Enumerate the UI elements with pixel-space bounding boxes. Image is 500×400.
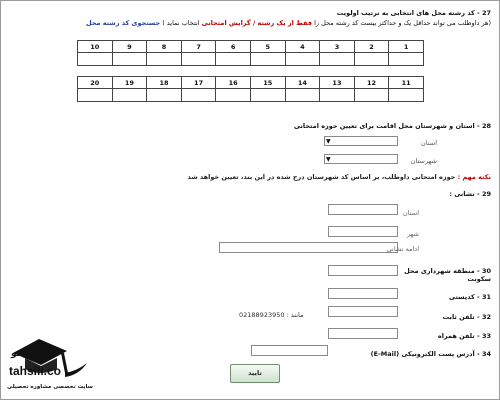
dropdown-arrow-icon: ▼ — [326, 138, 331, 145]
code-input-cell[interactable] — [285, 53, 320, 66]
grid-label: 13 — [320, 77, 355, 89]
code-input-cell[interactable] — [354, 89, 389, 102]
q31-title: 31 - کدپستی — [448, 293, 491, 301]
grid-label: 7 — [181, 41, 216, 53]
grid-label: 4 — [285, 41, 320, 53]
code-grid-row-11-20 — [77, 76, 424, 102]
landline-phone-input[interactable] — [328, 306, 398, 317]
code-input-cell[interactable] — [285, 89, 320, 102]
q28-note-text: حوزه امتحانی داوطلب، بر اساس کد شهرستان درج شده در این بند، تعیین خواهد شد — [187, 173, 458, 181]
grid-label: 14 — [285, 77, 320, 89]
grid-label: 16 — [216, 77, 251, 89]
grid-label: 3 — [320, 41, 355, 53]
code-input-cell[interactable] — [147, 89, 182, 102]
grid-label: 9 — [112, 41, 147, 53]
code-input-cell[interactable] — [78, 89, 113, 102]
grid-label: 2 — [354, 41, 389, 53]
grid-label: 20 — [78, 77, 113, 89]
code-input-cell[interactable] — [216, 53, 251, 66]
q27-note-start: (هر داوطلب می تواند حداقل یک و حداکثر بیست کد رشته محل را — [312, 19, 491, 27]
address-rest-input[interactable] — [219, 242, 398, 253]
address-city-label: شهر — [406, 230, 419, 238]
code-input-cell[interactable] — [181, 53, 216, 66]
municipality-district-input[interactable] — [328, 265, 398, 276]
q33-title: 33 - تلفن همراه — [437, 332, 491, 340]
address-rest-label: ادامه نشانی — [386, 245, 419, 253]
q28-title: 28 - استان و شهرستان محل اقامت برای تعیین حوزه امتحانی — [293, 122, 491, 130]
q32-title: 32 - تلفن ثابت — [442, 313, 491, 321]
dropdown-arrow-icon: ▼ — [326, 156, 331, 163]
grid-label: 12 — [354, 77, 389, 89]
grid-label: 10 — [78, 41, 113, 53]
address-city-input[interactable] — [328, 226, 398, 237]
code-input-cell[interactable] — [354, 53, 389, 66]
code-grid-row-1-10 — [77, 40, 424, 66]
code-input-cell[interactable] — [320, 53, 355, 66]
grid-label: 8 — [147, 41, 182, 53]
grid-label: 5 — [250, 41, 285, 53]
code-input-cell[interactable] — [216, 89, 251, 102]
logo-tagline: سایت تخصصی مشاوره تحصیلی — [7, 384, 93, 390]
city-select[interactable] — [324, 154, 398, 164]
q27-note — [86, 19, 491, 28]
grid-label: 1 — [389, 41, 424, 53]
q30-title-line2: سکونت — [467, 275, 491, 283]
q29-title: 29 - نشانی : — [449, 190, 491, 198]
q28-note — [187, 173, 491, 182]
q27-title: 27 - کد رشته محل های انتخابی به ترتیب اولویت — [336, 9, 491, 17]
code-input-cell[interactable] — [389, 89, 424, 102]
grid-label: 18 — [147, 77, 182, 89]
code-input-cell[interactable] — [112, 89, 147, 102]
code-input-cell[interactable] — [147, 53, 182, 66]
address-province-label: استان — [403, 209, 419, 217]
code-input-cell[interactable] — [250, 53, 285, 66]
grid-label: 11 — [389, 77, 424, 89]
grid-label: 17 — [181, 77, 216, 89]
logo-brand-en: tahsili.co — [9, 364, 62, 378]
q30-title — [404, 267, 491, 283]
address-province-input[interactable] — [328, 204, 398, 215]
grid-label: 15 — [250, 77, 285, 89]
q27-note-red: فقط از یک رشته / گرایش امتحانی — [201, 19, 312, 27]
grid-inputs-row — [78, 53, 424, 66]
submit-button[interactable]: تایید — [230, 364, 280, 383]
grid-labels-row — [78, 41, 424, 53]
province-select[interactable] — [324, 136, 398, 146]
q34-title: 34 - آدرس پست الکترونیکی (E-Mail) — [370, 350, 491, 358]
grid-labels-row — [78, 77, 424, 89]
landline-phone-hint: مانند : 02188923950 — [239, 311, 304, 319]
city-label: شهرستان — [410, 157, 437, 165]
q27-note-end: انتخاب نماید ) — [162, 19, 202, 27]
code-input-cell[interactable] — [112, 53, 147, 66]
code-input-cell[interactable] — [78, 53, 113, 66]
mobile-phone-input[interactable] — [328, 328, 398, 339]
q30-title-line1: 30 - منطقه شهرداری محل — [404, 267, 491, 275]
logo-brand-fa: تحصیلیکو — [11, 349, 52, 359]
code-input-cell[interactable] — [320, 89, 355, 102]
postal-code-input[interactable] — [328, 288, 398, 299]
grid-label: 6 — [216, 41, 251, 53]
grid-inputs-row — [78, 89, 424, 102]
q28-note-red: نکته مهم : — [457, 173, 491, 181]
grid-label: 19 — [112, 77, 147, 89]
code-input-cell[interactable] — [389, 53, 424, 66]
search-code-link[interactable]: جستجوی کد رشته محل — [85, 19, 161, 27]
code-input-cell[interactable] — [181, 89, 216, 102]
email-input[interactable] — [251, 345, 328, 356]
code-input-cell[interactable] — [250, 89, 285, 102]
province-label: استان — [421, 139, 437, 147]
